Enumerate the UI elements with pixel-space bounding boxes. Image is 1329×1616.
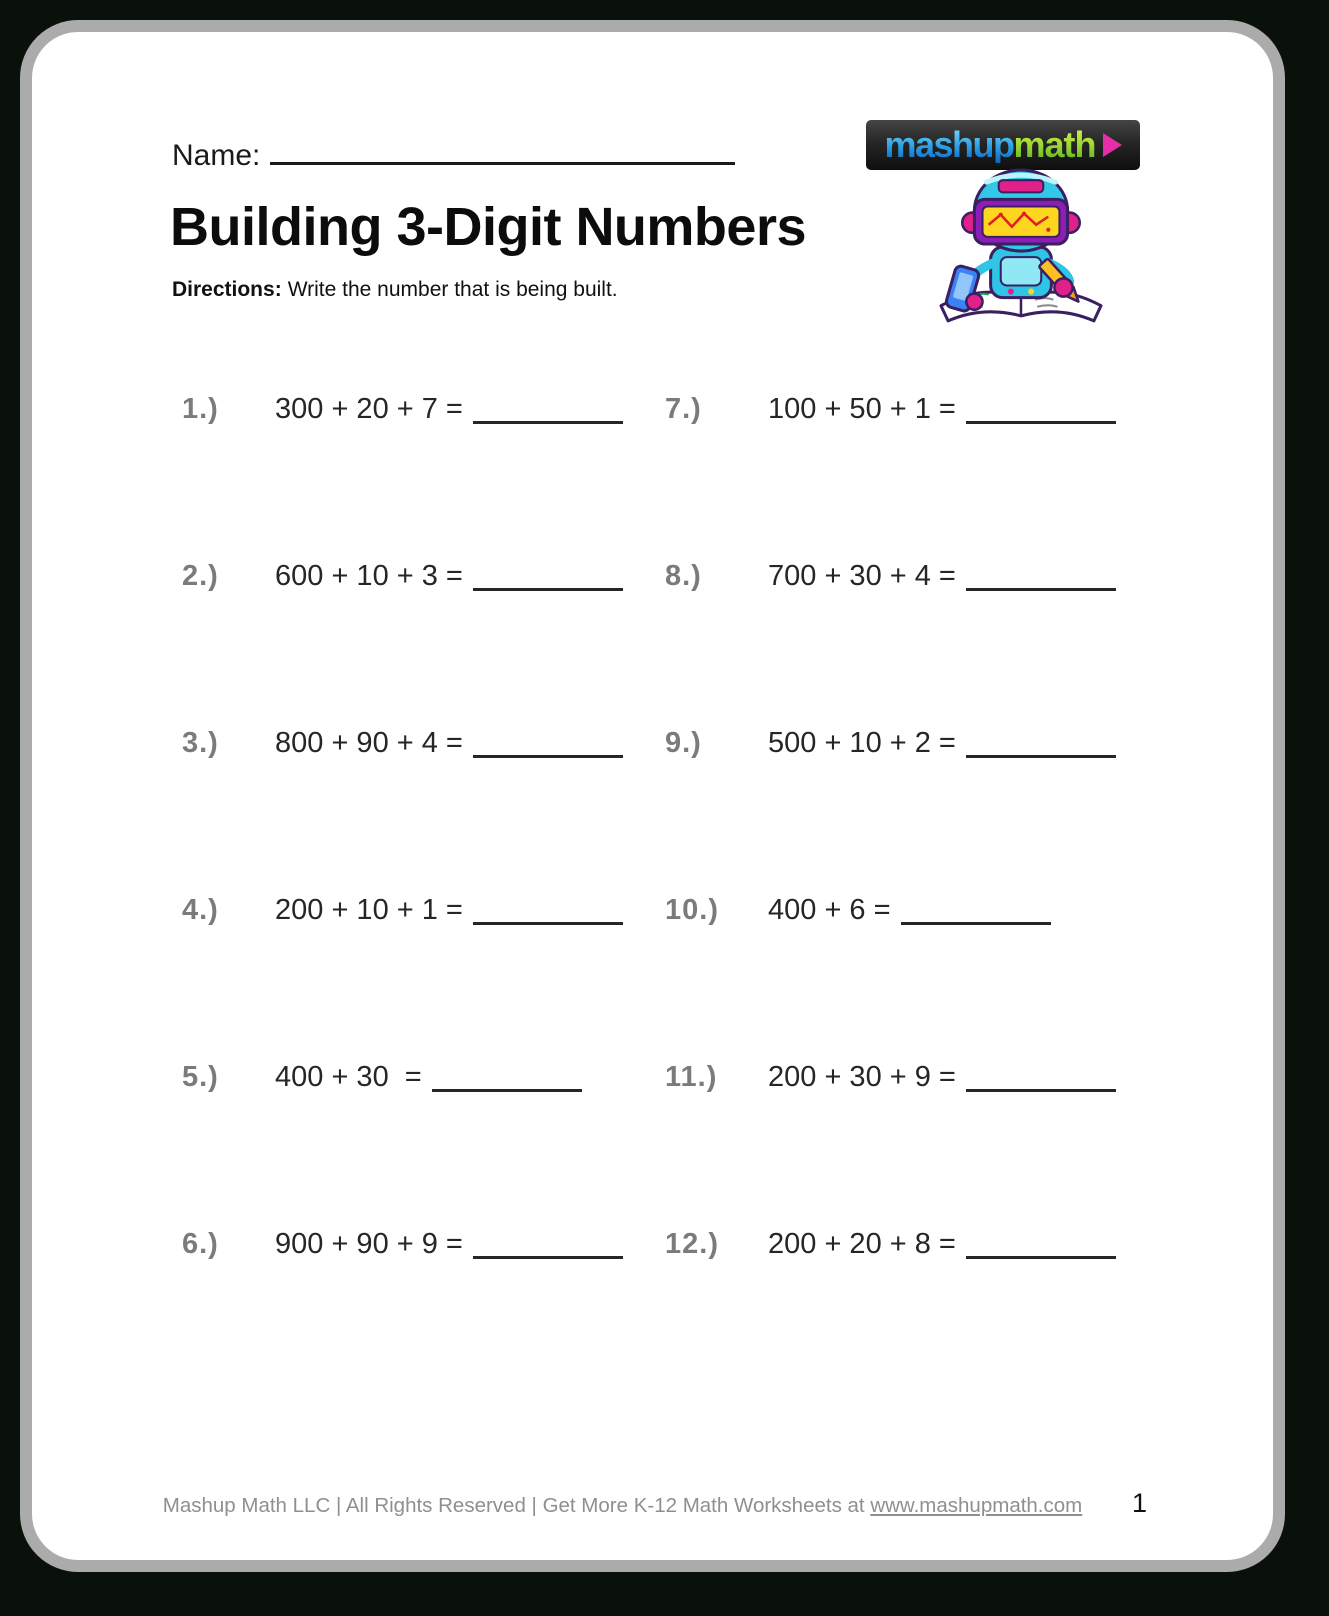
- answer-blank: [966, 1255, 1116, 1259]
- page-title: Building 3-Digit Numbers: [170, 197, 806, 257]
- answer-blank: [473, 754, 623, 758]
- name-label: Name:: [172, 139, 261, 172]
- worksheet-page: [20, 20, 1285, 1572]
- answer-blank: [432, 1088, 582, 1092]
- problem-expression: 700 + 30 + 4 =: [768, 560, 956, 592]
- problem-item: [182, 1061, 655, 1094]
- problem-expression: 300 + 20 + 7 =: [275, 393, 463, 425]
- robot-mascot-icon: [912, 166, 1132, 328]
- problem-expression: 200 + 10 + 1 =: [275, 894, 463, 926]
- name-blank-line: [270, 161, 735, 165]
- problem-expression: 100 + 50 + 1 =: [768, 393, 956, 425]
- footer: [32, 1494, 1273, 1518]
- problem-expression: 900 + 90 + 9 =: [275, 1228, 463, 1260]
- problem-item: [655, 1061, 1215, 1094]
- answer-blank: [966, 420, 1116, 424]
- problem-number: 7.): [665, 393, 702, 425]
- logo-word-mashup: mashup: [884, 124, 1014, 165]
- directions-text: Write the number that is being built.: [287, 278, 618, 301]
- problem-item: [655, 894, 1215, 927]
- answer-blank: [901, 921, 1051, 925]
- problem-item: [655, 393, 1215, 426]
- problem-item: [182, 393, 655, 426]
- problem-item: [655, 1228, 1215, 1261]
- page-number: 1: [1132, 1488, 1148, 1518]
- problem-item: [182, 1228, 655, 1261]
- name-row: [172, 138, 735, 174]
- problem-number: 9.): [665, 727, 702, 759]
- problem-expression: 200 + 20 + 8 =: [768, 1228, 956, 1260]
- answer-blank: [966, 754, 1116, 758]
- problem-expression: 800 + 90 + 4 =: [275, 727, 463, 759]
- problem-expression: 500 + 10 + 2 =: [768, 727, 956, 759]
- directions-label: Directions:: [172, 278, 282, 301]
- problem-item: [182, 560, 655, 593]
- problem-number: 1.): [182, 393, 219, 425]
- mashupmath-logo: [866, 120, 1140, 170]
- directions: [172, 278, 618, 302]
- problem-item: [182, 727, 655, 760]
- problem-number: 10.): [665, 894, 719, 926]
- problem-number: 3.): [182, 727, 219, 759]
- problem-expression: 400 + 30 =: [275, 1061, 422, 1093]
- answer-blank: [473, 587, 623, 591]
- problem-item: [655, 727, 1215, 760]
- play-triangle-icon: [1103, 133, 1122, 157]
- logo-word-math: math: [1013, 124, 1096, 165]
- answer-blank: [966, 587, 1116, 591]
- problem-number: 4.): [182, 894, 219, 926]
- problem-number: 8.): [665, 560, 702, 592]
- answer-blank: [473, 1255, 623, 1259]
- problems-grid: [182, 326, 1215, 1328]
- footer-link[interactable]: www.mashupmath.com: [870, 1494, 1083, 1517]
- answer-blank: [473, 420, 623, 424]
- answer-blank: [966, 1088, 1116, 1092]
- problem-number: 12.): [665, 1228, 719, 1260]
- problem-number: 5.): [182, 1061, 219, 1093]
- problem-item: [655, 560, 1215, 593]
- problem-item: [182, 894, 655, 927]
- problem-number: 11.): [665, 1061, 718, 1093]
- problem-expression: 600 + 10 + 3 =: [275, 560, 463, 592]
- footer-text: Mashup Math LLC | All Rights Reserved | Get More K-12 Math Worksheets at: [162, 1494, 871, 1517]
- answer-blank: [473, 921, 623, 925]
- problem-expression: 200 + 30 + 9 =: [768, 1061, 956, 1093]
- problem-number: 2.): [182, 560, 219, 592]
- problem-expression: 400 + 6 =: [768, 894, 891, 926]
- problem-number: 6.): [182, 1228, 219, 1260]
